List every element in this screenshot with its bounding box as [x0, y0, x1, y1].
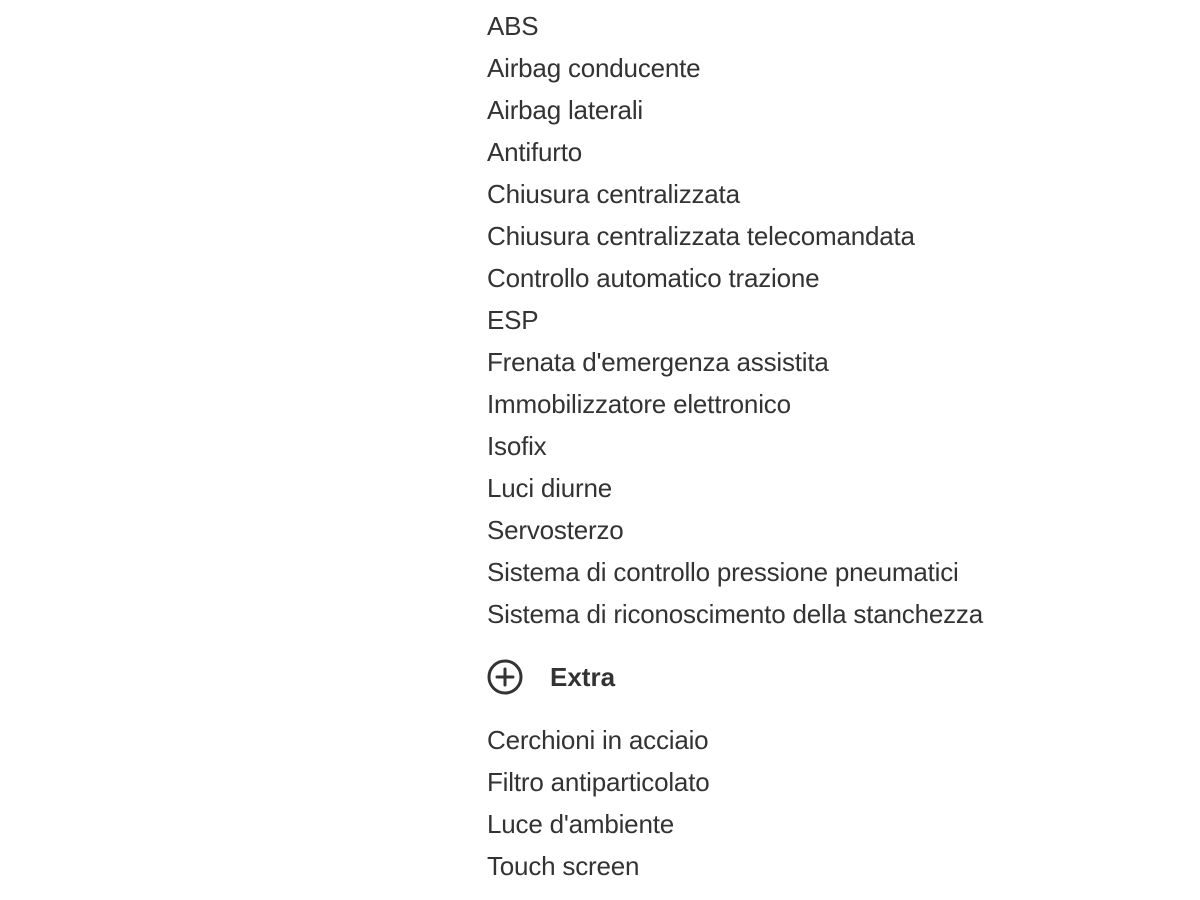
- feature-item: Airbag laterali: [487, 95, 643, 125]
- feature-item: Frenata d'emergenza assistita: [487, 347, 829, 377]
- feature-item: Chiusura centralizzata: [487, 179, 740, 209]
- feature-item: Antifurto: [487, 137, 583, 167]
- feature-item: Sistema di riconoscimento della stanchezza: [487, 599, 983, 629]
- security-feature-list: [487, 5, 1127, 635]
- feature-item: ABS: [487, 11, 539, 41]
- equipment-panel: [487, 5, 1127, 887]
- feature-item: Airbag conducente: [487, 53, 701, 83]
- feature-item: Servosterzo: [487, 515, 624, 545]
- extra-feature-list: [487, 719, 1127, 887]
- plus-circle-icon: [487, 659, 523, 695]
- extra-section-header: [487, 656, 1127, 698]
- feature-item: Isofix: [487, 431, 547, 461]
- feature-item: Luci diurne: [487, 473, 612, 503]
- feature-item: Immobilizzatore elettronico: [487, 389, 791, 419]
- feature-item: Controllo automatico trazione: [487, 263, 820, 293]
- feature-item: Sistema di controllo pressione pneumatici: [487, 557, 959, 587]
- extra-item: Cerchioni in acciaio: [487, 725, 709, 755]
- feature-item: ESP: [487, 305, 539, 335]
- extra-item: Luce d'ambiente: [487, 809, 674, 839]
- extra-section-title: Extra: [550, 662, 616, 692]
- extra-item: Filtro antiparticolato: [487, 767, 710, 797]
- feature-item: Chiusura centralizzata telecomandata: [487, 221, 915, 251]
- extra-item: Touch screen: [487, 851, 640, 881]
